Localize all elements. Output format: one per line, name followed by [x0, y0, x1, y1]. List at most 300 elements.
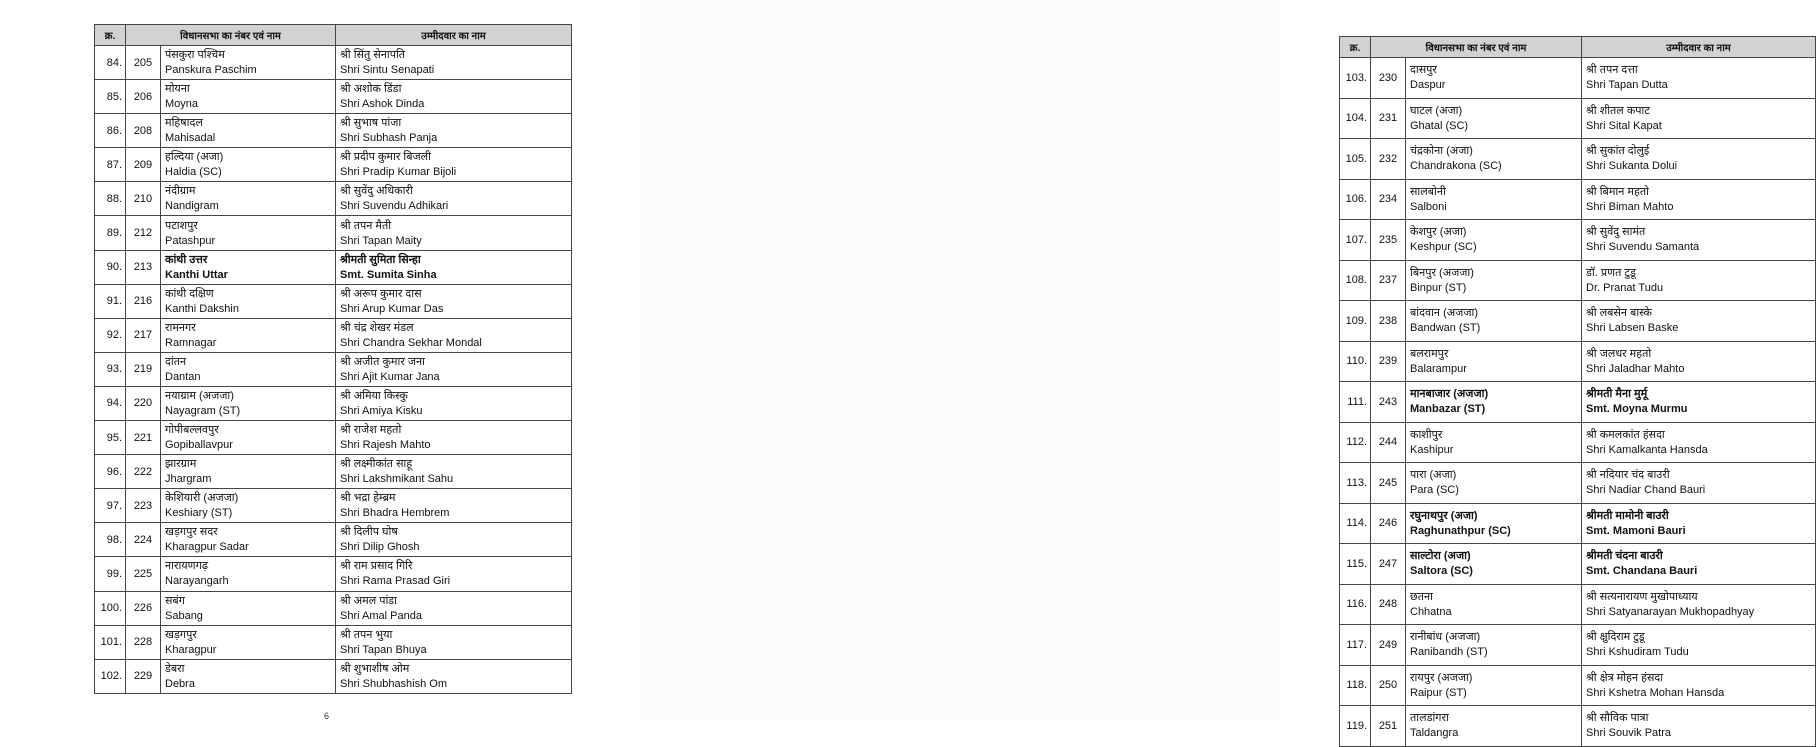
constituency-name-english: Keshpur (SC) — [1410, 241, 1477, 254]
constituency-number-cell: 220 — [126, 386, 161, 420]
candidate-table-left — [94, 24, 572, 694]
constituency-name-english: Chhatna — [1410, 605, 1452, 618]
constituency-name-cell — [1406, 544, 1582, 585]
candidate-name-cell — [1582, 463, 1816, 504]
candidate-name-hindi: श्री राजेश महतो — [340, 424, 402, 437]
constituency-number-cell: 210 — [126, 182, 161, 216]
constituency-name-english: Salboni — [1410, 200, 1447, 213]
constituency-number-cell: 250 — [1371, 665, 1406, 706]
candidate-name-english: Shri Arup Kumar Das — [340, 302, 444, 315]
constituency-name-hindi: पारा (अजा) — [1410, 469, 1457, 482]
candidate-name-cell — [1582, 544, 1816, 585]
serial-cell: 95. — [95, 421, 126, 455]
table-row — [1340, 98, 1816, 139]
table-row — [95, 659, 572, 693]
constituency-name-hindi: झारग्राम — [165, 458, 197, 471]
serial-cell: 108. — [1340, 260, 1371, 301]
candidate-name-cell — [1582, 260, 1816, 301]
serial-cell: 97. — [95, 489, 126, 523]
serial-cell: 88. — [95, 182, 126, 216]
left-page — [0, 0, 640, 720]
constituency-name-english: Jhargram — [165, 473, 212, 486]
constituency-number-cell: 219 — [126, 352, 161, 386]
constituency-name-hindi: हल्दिया (अजा) — [165, 151, 224, 164]
table-row — [1340, 625, 1816, 666]
candidate-name-hindi: श्री क्षुदिराम टुडू — [1586, 631, 1645, 644]
table-row — [95, 148, 572, 182]
constituency-name-cell — [161, 80, 336, 114]
constituency-number-cell: 234 — [1371, 179, 1406, 220]
table-row — [1340, 422, 1816, 463]
constituency-name-hindi: सबंग — [165, 594, 185, 607]
constituency-name-english: Kanthi Dakshin — [165, 302, 239, 315]
constituency-name-cell — [1406, 341, 1582, 382]
constituency-name-english: Panskura Paschim — [165, 64, 257, 77]
constituency-name-english: Binpur (ST) — [1410, 281, 1467, 294]
candidate-name-english: Smt. Mamoni Bauri — [1586, 524, 1686, 537]
constituency-number-cell: 226 — [126, 591, 161, 625]
constituency-name-hindi: मोयना — [165, 83, 190, 96]
constituency-name-hindi: रघुनाथपुर (अजा) — [1410, 509, 1478, 522]
constituency-name-hindi: मानबाजार (अजजा) — [1410, 388, 1489, 401]
table-row — [95, 557, 572, 591]
candidate-name-english: Shri Sukanta Dolui — [1586, 160, 1678, 173]
candidate-name-hindi: श्रीमती चंदना बाउरी — [1586, 550, 1663, 563]
constituency-name-english: Haldia (SC) — [165, 166, 222, 179]
serial-cell: 93. — [95, 352, 126, 386]
constituency-number-cell: 251 — [1371, 706, 1406, 747]
candidate-name-english: Shri Suvendu Samanta — [1586, 241, 1700, 254]
constituency-name-english: Sabang — [165, 609, 203, 622]
constituency-number-cell: 230 — [1371, 58, 1406, 99]
table-row — [95, 250, 572, 284]
candidate-name-hindi: श्री प्रदीप कुमार बिजली — [340, 151, 431, 164]
constituency-name-english: Keshiary (ST) — [165, 507, 233, 520]
candidate-name-english: Smt. Sumita Sinha — [340, 268, 437, 281]
candidate-name-english: Shri Biman Mahto — [1586, 200, 1674, 213]
constituency-number-cell: 247 — [1371, 544, 1406, 585]
constituency-number-cell: 235 — [1371, 220, 1406, 261]
candidate-name-cell — [1582, 422, 1816, 463]
candidate-name-cell — [336, 284, 572, 318]
candidate-name-english: Shri Sintu Senapati — [340, 64, 435, 77]
table-row — [1340, 665, 1816, 706]
constituency-name-hindi: डेबरा — [165, 662, 185, 675]
candidate-name-cell — [336, 455, 572, 489]
candidate-name-cell — [336, 80, 572, 114]
constituency-name-english: Kharagpur Sadar — [165, 541, 249, 554]
constituency-number-cell: 232 — [1371, 139, 1406, 180]
constituency-name-cell — [1406, 260, 1582, 301]
serial-cell: 116. — [1340, 584, 1371, 625]
candidate-name-hindi: श्री सुभाष पांजा — [340, 117, 402, 130]
constituency-name-english: Kanthi Uttar — [165, 268, 228, 281]
candidate-name-english: Shri Shubhashish Om — [340, 677, 448, 690]
serial-cell: 84. — [95, 46, 126, 80]
serial-cell: 113. — [1340, 463, 1371, 504]
serial-cell: 102. — [95, 659, 126, 693]
candidate-name-hindi: श्री अशोक डिंडा — [340, 83, 402, 96]
candidate-name-cell — [1582, 382, 1816, 423]
table-row — [1340, 301, 1816, 342]
candidate-name-hindi: श्रीमती मामोनी बाउरी — [1586, 509, 1669, 522]
candidate-name-hindi: श्री लबसेन बास्के — [1586, 307, 1652, 320]
candidate-name-cell — [336, 216, 572, 250]
candidate-name-hindi: श्री चंद्र शेखर मंडल — [340, 321, 414, 334]
serial-cell: 118. — [1340, 665, 1371, 706]
constituency-name-hindi: घाटल (अजा) — [1410, 104, 1463, 117]
header-candidate: उम्मीदवार का नाम — [1582, 37, 1816, 58]
candidate-name-cell — [1582, 584, 1816, 625]
serial-cell: 101. — [95, 625, 126, 659]
candidate-name-hindi: श्री दिलीप घोष — [340, 526, 398, 539]
table-row — [1340, 139, 1816, 180]
candidate-name-cell — [336, 318, 572, 352]
table-row — [1340, 260, 1816, 301]
table-row — [1340, 584, 1816, 625]
constituency-name-english: Saltora (SC) — [1410, 565, 1473, 578]
constituency-name-cell — [161, 557, 336, 591]
table-row — [1340, 382, 1816, 423]
candidate-name-cell — [1582, 220, 1816, 261]
candidate-name-english: Dr. Pranat Tudu — [1586, 281, 1664, 294]
serial-cell: 92. — [95, 318, 126, 352]
constituency-number-cell: 221 — [126, 421, 161, 455]
serial-cell: 91. — [95, 284, 126, 318]
table-row — [95, 216, 572, 250]
serial-cell: 114. — [1340, 503, 1371, 544]
constituency-number-cell: 212 — [126, 216, 161, 250]
table-row — [95, 318, 572, 352]
serial-cell: 85. — [95, 80, 126, 114]
constituency-name-english: Ghatal (SC) — [1410, 119, 1469, 132]
constituency-name-english: Taldangra — [1410, 727, 1459, 740]
table-row — [95, 386, 572, 420]
constituency-name-hindi: नारायणगढ़ — [165, 560, 209, 573]
constituency-name-cell — [1406, 584, 1582, 625]
candidate-name-hindi: श्री सुवेंदु सामंत — [1586, 226, 1646, 239]
constituency-number-cell: 238 — [1371, 301, 1406, 342]
constituency-name-cell — [161, 284, 336, 318]
candidate-name-cell — [1582, 665, 1816, 706]
constituency-name-hindi: छतना — [1410, 590, 1433, 603]
constituency-name-hindi: कांथी उत्तर — [165, 253, 208, 266]
candidate-name-english: Shri Chandra Sekhar Mondal — [340, 336, 482, 349]
constituency-name-english: Chandrakona (SC) — [1410, 160, 1502, 173]
table-row — [95, 523, 572, 557]
constituency-number-cell: 249 — [1371, 625, 1406, 666]
constituency-name-hindi: कांथी दक्षिण — [165, 287, 214, 300]
constituency-number-cell: 237 — [1371, 260, 1406, 301]
candidate-name-english: Shri Rama Prasad Giri — [340, 575, 451, 588]
candidate-name-cell — [336, 46, 572, 80]
table-row — [95, 182, 572, 216]
table-row — [95, 625, 572, 659]
table-row — [95, 46, 572, 80]
constituency-name-cell — [1406, 301, 1582, 342]
serial-cell: 99. — [95, 557, 126, 591]
table-row — [95, 591, 572, 625]
candidate-name-hindi: श्री सुकांत दोलुई — [1586, 145, 1650, 158]
candidate-name-cell — [336, 523, 572, 557]
candidate-name-english: Shri Tapan Maity — [340, 234, 422, 247]
constituency-name-english: Ranibandh (ST) — [1410, 646, 1488, 659]
candidate-name-cell — [1582, 706, 1816, 747]
constituency-name-english: Kharagpur — [165, 643, 217, 656]
table-row — [1340, 220, 1816, 261]
serial-cell: 111. — [1340, 382, 1371, 423]
table-body-right — [1340, 58, 1816, 747]
candidate-name-hindi: श्री नदियार चंद बाउरी — [1586, 469, 1670, 482]
constituency-name-hindi: दासपुर — [1410, 64, 1437, 77]
candidate-name-english: Shri Souvik Patra — [1586, 727, 1671, 740]
candidate-name-english: Shri Ashok Dinda — [340, 98, 425, 111]
serial-cell: 119. — [1340, 706, 1371, 747]
table-row — [95, 352, 572, 386]
table-row — [95, 455, 572, 489]
constituency-name-hindi: खड़गपुर — [165, 628, 197, 641]
candidate-table-right — [1339, 36, 1816, 747]
constituency-name-hindi: महिषादल — [165, 117, 203, 130]
constituency-name-english: Daspur — [1410, 79, 1446, 92]
table-row — [95, 80, 572, 114]
serial-cell: 89. — [95, 216, 126, 250]
candidate-name-cell — [336, 352, 572, 386]
table-body-left — [95, 46, 572, 694]
candidate-name-hindi: श्री सत्यनारायण मुखोपाध्याय — [1586, 590, 1698, 603]
constituency-name-cell — [161, 216, 336, 250]
constituency-name-cell — [1406, 382, 1582, 423]
candidate-name-english: Smt. Chandana Bauri — [1586, 565, 1698, 578]
page-number: 6 — [324, 711, 330, 721]
constituency-name-cell — [161, 455, 336, 489]
serial-cell: 94. — [95, 386, 126, 420]
table-row — [95, 284, 572, 318]
candidate-name-hindi: श्रीमती मैना मुर्मू — [1586, 388, 1648, 401]
constituency-number-cell: 209 — [126, 148, 161, 182]
constituency-name-english: Moyna — [165, 98, 199, 111]
candidate-name-cell — [1582, 139, 1816, 180]
candidate-name-hindi: श्री सिंतु सेनापति — [340, 49, 406, 62]
constituency-name-hindi: पटाशपुर — [165, 219, 198, 232]
candidate-name-cell — [336, 625, 572, 659]
candidate-name-cell — [336, 250, 572, 284]
candidate-name-english: Shri Sital Kapat — [1586, 119, 1662, 132]
constituency-number-cell: 245 — [1371, 463, 1406, 504]
constituency-name-cell — [1406, 179, 1582, 220]
constituency-number-cell: 246 — [1371, 503, 1406, 544]
constituency-name-cell — [1406, 139, 1582, 180]
constituency-number-cell: 243 — [1371, 382, 1406, 423]
constituency-name-cell — [1406, 503, 1582, 544]
constituency-name-english: Nandigram — [165, 200, 219, 213]
constituency-number-cell: 248 — [1371, 584, 1406, 625]
constituency-number-cell: 223 — [126, 489, 161, 523]
candidate-name-cell — [1582, 503, 1816, 544]
candidate-name-english: Shri Rajesh Mahto — [340, 439, 431, 452]
candidate-name-cell — [1582, 625, 1816, 666]
constituency-name-hindi: नयाग्राम (अजजा) — [165, 389, 234, 402]
table-row — [1340, 341, 1816, 382]
candidate-name-hindi: श्री सुवेंदु अधिकारी — [340, 185, 413, 198]
constituency-name-hindi: बलरामपुर — [1410, 347, 1449, 360]
constituency-name-cell — [1406, 422, 1582, 463]
candidate-name-english: Shri Bhadra Hembrem — [340, 507, 450, 520]
candidate-name-cell — [1582, 58, 1816, 99]
serial-cell: 107. — [1340, 220, 1371, 261]
candidate-name-hindi: श्री अमल पांडा — [340, 594, 398, 607]
candidate-name-cell — [336, 386, 572, 420]
table-header-row — [95, 25, 572, 46]
candidate-name-english: Shri Kshudiram Tudu — [1586, 646, 1689, 659]
candidate-name-cell — [1582, 179, 1816, 220]
constituency-name-english: Narayangarh — [165, 575, 229, 588]
constituency-name-hindi: पंसकुरा पश्चिम — [165, 49, 225, 62]
constituency-name-hindi: केशपुर (अजा) — [1410, 226, 1467, 239]
header-candidate: उम्मीदवार का नाम — [336, 25, 572, 46]
constituency-name-hindi: तालडांगरा — [1410, 712, 1449, 725]
constituency-name-cell — [161, 250, 336, 284]
constituency-number-cell: 222 — [126, 455, 161, 489]
serial-cell: 104. — [1340, 98, 1371, 139]
candidate-name-hindi: श्री जलधर महतो — [1586, 347, 1652, 360]
constituency-name-cell — [161, 421, 336, 455]
constituency-name-english: Bandwan (ST) — [1410, 322, 1481, 335]
constituency-name-hindi: गोपीबल्लवपुर — [165, 424, 219, 437]
constituency-name-cell — [1406, 98, 1582, 139]
serial-cell: 100. — [95, 591, 126, 625]
constituency-number-cell: 244 — [1371, 422, 1406, 463]
constituency-name-hindi: खड़गपुर सदर — [165, 526, 218, 539]
candidate-name-cell — [336, 148, 572, 182]
table-row — [1340, 58, 1816, 99]
candidate-name-english: Shri Kshetra Mohan Hansda — [1586, 686, 1725, 699]
candidate-name-hindi: श्री अरूप कुमार दास — [340, 287, 422, 300]
constituency-number-cell: 208 — [126, 114, 161, 148]
constituency-number-cell: 217 — [126, 318, 161, 352]
candidate-name-cell — [336, 114, 572, 148]
constituency-name-cell — [1406, 625, 1582, 666]
constituency-name-cell — [161, 591, 336, 625]
constituency-name-cell — [1406, 706, 1582, 747]
header-constituency: विधानसभा का नंबर एवं नाम — [126, 25, 336, 46]
candidate-name-english: Shri Kamalkanta Hansda — [1586, 443, 1708, 456]
constituency-name-cell — [161, 489, 336, 523]
candidate-name-hindi: श्री सौविक पात्रा — [1586, 712, 1649, 725]
candidate-name-english: Shri Dilip Ghosh — [340, 541, 420, 554]
candidate-name-hindi: डॉ. प्रणत टुडू — [1586, 266, 1636, 279]
constituency-name-hindi: चंद्रकोना (अजा) — [1410, 145, 1473, 158]
serial-cell: 112. — [1340, 422, 1371, 463]
candidate-name-english: Shri Labsen Baske — [1586, 322, 1679, 335]
constituency-name-english: Nayagram (ST) — [165, 404, 241, 417]
serial-cell: 87. — [95, 148, 126, 182]
constituency-name-hindi: दांतन — [165, 355, 187, 368]
candidate-name-hindi: श्री अमिया किस्कु — [340, 389, 408, 402]
candidate-name-hindi: श्री तपन भुया — [340, 628, 393, 641]
candidate-name-hindi: श्री लक्ष्मीकांत साहू — [340, 458, 413, 471]
candidate-name-english: Shri Amiya Kisku — [340, 404, 423, 417]
candidate-name-hindi: श्री तपन मैती — [340, 219, 392, 232]
serial-cell: 106. — [1340, 179, 1371, 220]
serial-cell: 96. — [95, 455, 126, 489]
table-row — [1340, 503, 1816, 544]
constituency-name-cell — [1406, 665, 1582, 706]
serial-cell: 117. — [1340, 625, 1371, 666]
serial-cell: 103. — [1340, 58, 1371, 99]
table-header-row — [1340, 37, 1816, 58]
serial-cell: 110. — [1340, 341, 1371, 382]
serial-cell: 90. — [95, 250, 126, 284]
constituency-name-cell — [161, 318, 336, 352]
table-row — [95, 489, 572, 523]
serial-cell: 86. — [95, 114, 126, 148]
candidate-name-english: Shri Suvendu Adhikari — [340, 200, 449, 213]
serial-cell: 98. — [95, 523, 126, 557]
constituency-name-english: Mahisadal — [165, 132, 216, 145]
constituency-name-hindi: सालबोनी — [1410, 185, 1446, 198]
constituency-name-cell — [161, 148, 336, 182]
candidate-name-cell — [1582, 301, 1816, 342]
candidate-name-cell — [336, 421, 572, 455]
constituency-name-hindi: बिनपुर (अजजा) — [1410, 266, 1474, 279]
constituency-number-cell: 228 — [126, 625, 161, 659]
constituency-name-cell — [161, 523, 336, 557]
constituency-number-cell: 213 — [126, 250, 161, 284]
table-row — [1340, 544, 1816, 585]
constituency-name-cell — [1406, 220, 1582, 261]
candidate-name-english: Shri Subhash Panja — [340, 132, 438, 145]
candidate-name-english: Shri Pradip Kumar Bijoli — [340, 166, 457, 179]
candidate-name-hindi: श्री क्षेत्र मोहन हंसदा — [1586, 671, 1664, 684]
table-row — [95, 421, 572, 455]
constituency-name-hindi: केशियारी (अजजा) — [165, 492, 239, 505]
constituency-number-cell: 216 — [126, 284, 161, 318]
constituency-number-cell: 239 — [1371, 341, 1406, 382]
candidate-name-english: Shri Amal Panda — [340, 609, 422, 622]
candidate-name-hindi: श्री शुभाशीष ओम — [340, 662, 410, 675]
constituency-number-cell: 225 — [126, 557, 161, 591]
constituency-name-english: Balarampur — [1410, 362, 1467, 375]
constituency-name-hindi: रानीबांध (अजजा) — [1410, 631, 1481, 644]
constituency-name-english: Manbazar (ST) — [1410, 403, 1486, 416]
header-serial: क्र. — [1340, 37, 1371, 58]
candidate-name-english: Shri Tapan Dutta — [1586, 79, 1668, 92]
header-constituency: विधानसभा का नंबर एवं नाम — [1371, 37, 1582, 58]
constituency-name-hindi: नंदीग्राम — [165, 185, 196, 198]
candidate-name-hindi: श्री बिमान महतो — [1586, 185, 1649, 198]
candidate-name-hindi: श्री तपन दत्ता — [1586, 64, 1638, 77]
candidate-name-cell — [336, 591, 572, 625]
candidate-name-english: Shri Tapan Bhuya — [340, 643, 427, 656]
candidate-name-english: Smt. Moyna Murmu — [1586, 403, 1688, 416]
constituency-name-english: Para (SC) — [1410, 484, 1459, 497]
constituency-name-hindi: साल्टोरा (अजा) — [1410, 550, 1471, 563]
constituency-name-cell — [161, 114, 336, 148]
constituency-name-english: Raghunathpur (SC) — [1410, 524, 1511, 537]
constituency-name-hindi: बांदवान (अजजा) — [1410, 307, 1478, 320]
constituency-name-hindi: रायपुर (अजजा) — [1410, 671, 1473, 684]
constituency-name-cell — [161, 386, 336, 420]
constituency-name-hindi: रामनगर — [165, 321, 196, 334]
constituency-name-english: Patashpur — [165, 234, 216, 247]
constituency-name-cell — [161, 352, 336, 386]
constituency-number-cell: 206 — [126, 80, 161, 114]
constituency-name-english: Gopiballavpur — [165, 439, 233, 452]
candidate-name-hindi: श्री भद्रा हेम्ब्रम — [340, 492, 396, 505]
constituency-name-cell — [1406, 58, 1582, 99]
candidate-name-cell — [336, 557, 572, 591]
